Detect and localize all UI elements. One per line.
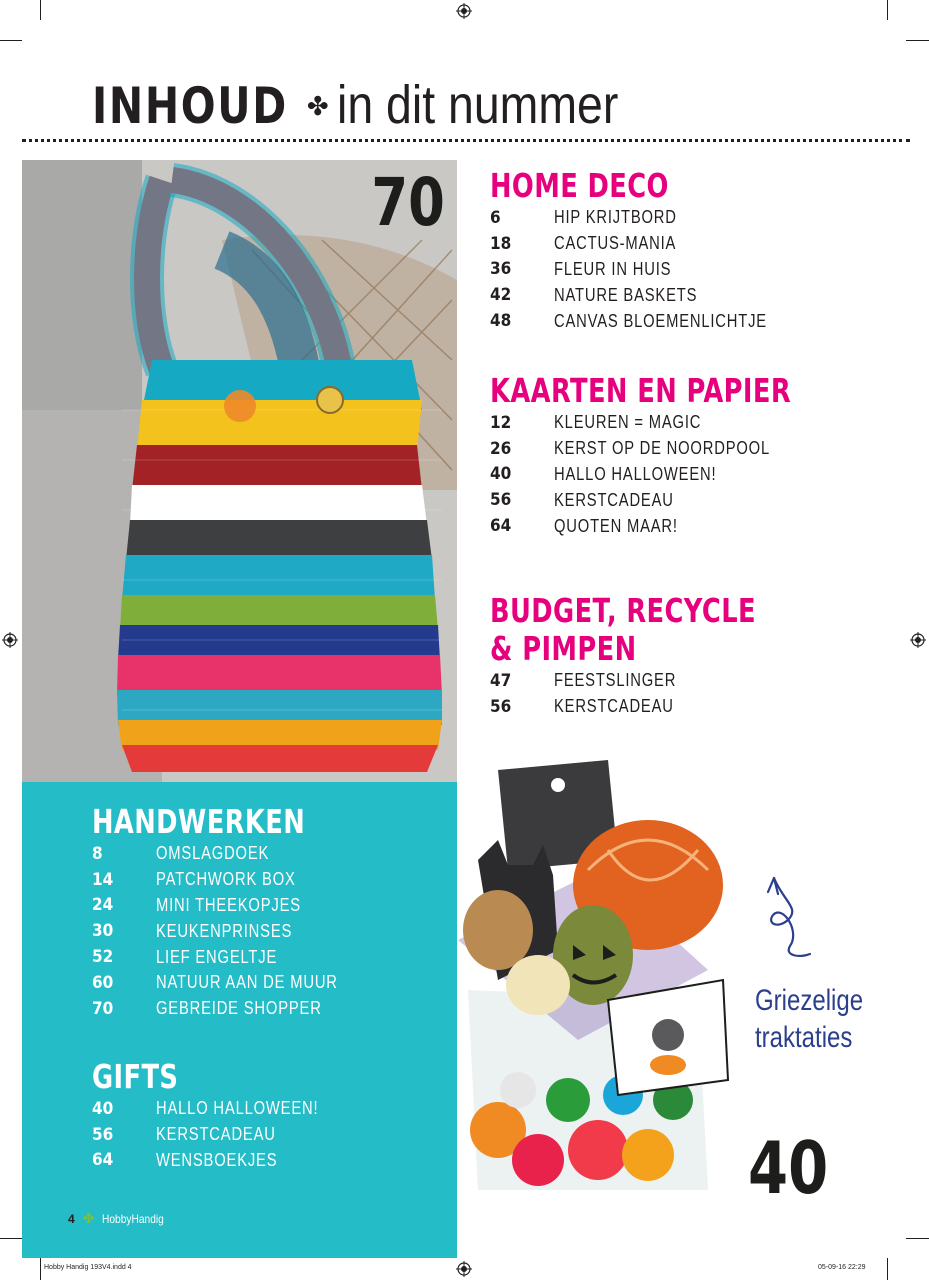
toc-label: HIP KRIJTBORD: [554, 207, 677, 228]
toc-page: 64: [490, 516, 512, 537]
toc-entry: [490, 487, 876, 513]
registration-mark-icon: [456, 3, 472, 19]
toc-page: 8: [92, 843, 103, 864]
toc-page: 12: [490, 412, 512, 433]
toc-label: KEUKENPRINSES: [156, 920, 293, 941]
crop-mark: [906, 1238, 929, 1239]
toc-label: LIEF ENGELTJE: [156, 946, 278, 967]
section-title: KAARTEN EN PAPIER: [490, 371, 792, 410]
toc-label: NATURE BASKETS: [554, 284, 698, 305]
toc-page: 70: [92, 998, 114, 1019]
folio: [68, 1210, 175, 1227]
crop-mark: [0, 1238, 22, 1239]
slug-file-info: Hobby Handig 193V4.indd 4: [44, 1264, 132, 1271]
crop-mark: [0, 40, 22, 41]
slug-date: 05-09-16 22:29: [818, 1264, 866, 1271]
toc-entry: [490, 308, 814, 334]
toc-label: WENSBOEKJES: [156, 1149, 278, 1170]
toc-entry: [92, 893, 378, 919]
folio-magazine-name: HobbyHandig: [102, 1211, 165, 1226]
toc-label: GEBREIDE SHOPPER: [156, 998, 322, 1019]
crop-mark: [906, 40, 929, 41]
toc-page: 14: [92, 869, 114, 890]
toc-entry: [490, 462, 876, 488]
toc-label: NATUUR AAN DE MUUR: [156, 972, 338, 993]
toc-page: 48: [490, 311, 512, 332]
toc-label: OMSLAGDOEK: [156, 843, 270, 864]
folio-page-number: 4: [68, 1211, 75, 1226]
photo-caption: [755, 982, 864, 1056]
toc-page: 42: [490, 285, 512, 306]
toc-label: KERSTCADEAU: [554, 489, 674, 510]
clover-icon: ✤: [306, 91, 329, 121]
toc-entry: [490, 668, 831, 694]
page-reference-70: 70: [371, 164, 445, 241]
toc-label: CACTUS-MANIA: [554, 233, 677, 254]
toc-label: FLEUR IN HUIS: [554, 258, 672, 279]
toc-entry: [490, 694, 831, 720]
registration-mark-icon: [910, 632, 926, 648]
toc-label: KERSTCADEAU: [554, 696, 674, 717]
toc-entry: [490, 231, 814, 257]
toc-entry: [490, 513, 876, 539]
toc-entry: [490, 410, 876, 436]
toc-entry: [92, 944, 378, 970]
toc-label: CANVAS BLOEMENLICHTJE: [554, 310, 767, 331]
toc-page: 30: [92, 921, 114, 942]
toc-entry: [92, 841, 378, 867]
toc-page: 47: [490, 670, 512, 691]
toc-page: 24: [92, 895, 114, 916]
crop-mark: [887, 0, 888, 20]
section-budget-recycle-pimpen: [490, 592, 831, 720]
toc-entry: [92, 970, 378, 996]
toc-entry: [490, 436, 876, 462]
toc-entry: [92, 1148, 354, 1174]
registration-mark-icon: [2, 632, 18, 648]
toc-entry: [92, 996, 378, 1022]
toc-label: PATCHWORK BOX: [156, 869, 296, 890]
page-reference-40: 40: [748, 1126, 829, 1210]
toc-page: 64: [92, 1150, 114, 1171]
section-title-line-1: BUDGET, RECYCLE: [490, 591, 756, 630]
page-header: [92, 74, 664, 140]
toc-label: QUOTEN MAAR!: [554, 515, 678, 536]
toc-entry: [92, 1096, 354, 1122]
caption-line-1: Griezelige: [755, 984, 864, 1017]
toc-label: KERST OP DE NOORDPOOL: [554, 438, 770, 459]
section-title-line-2: & PIMPEN: [490, 629, 637, 668]
registration-mark-icon: [456, 1261, 472, 1277]
toc-label: MINI THEEKOPJES: [156, 894, 301, 915]
treat-bag-illustration: [458, 750, 748, 1210]
toc-page: 52: [92, 947, 114, 968]
knitted-bag-illustration: [22, 160, 457, 782]
toc-page: 18: [490, 233, 512, 254]
toc-entry: [92, 867, 378, 893]
toc-page: 40: [92, 1098, 114, 1119]
curly-arrow-icon: [760, 872, 820, 966]
toc-page: 60: [92, 972, 114, 993]
toc-page: 6: [490, 207, 501, 228]
crop-mark: [40, 1258, 41, 1280]
toc-page: 40: [490, 464, 512, 485]
section-home-deco: [490, 167, 814, 334]
section-title: GIFTS: [92, 1057, 179, 1096]
knitted-bag-photo: [22, 160, 457, 782]
crop-mark: [887, 1258, 888, 1280]
toc-entry: [92, 1122, 354, 1148]
clover-icon: ✤: [82, 1210, 95, 1226]
section-gifts: [92, 1058, 354, 1173]
toc-label: HALLO HALLOWEEN!: [554, 463, 717, 484]
caption-line-2: traktaties: [755, 1021, 853, 1054]
section-handwerken: [92, 803, 378, 1022]
toc-entry: [490, 205, 814, 231]
toc-page: 26: [490, 438, 512, 459]
toc-page: 56: [490, 696, 512, 717]
section-title: HOME DECO: [490, 166, 669, 205]
toc-entry: [490, 257, 814, 283]
toc-page: 56: [92, 1124, 114, 1145]
dotted-divider: [22, 139, 910, 142]
toc-page: 56: [490, 490, 512, 511]
page-subtitle: in dit nummer: [336, 75, 619, 135]
section-kaarten-en-papier: [490, 372, 876, 539]
page-title: INHOUD: [92, 77, 288, 135]
crop-mark: [40, 0, 41, 20]
toc-page: 36: [490, 259, 512, 280]
toc-entry: [490, 282, 814, 308]
toc-label: KERSTCADEAU: [156, 1124, 276, 1145]
toc-label: HALLO HALLOWEEN!: [156, 1098, 319, 1119]
toc-entry: [92, 918, 378, 944]
section-title: HANDWERKEN: [92, 802, 306, 841]
halloween-treat-photo: [458, 750, 748, 1210]
toc-label: FEESTSLINGER: [554, 670, 677, 691]
toc-label: KLEUREN = MAGIC: [554, 412, 702, 433]
